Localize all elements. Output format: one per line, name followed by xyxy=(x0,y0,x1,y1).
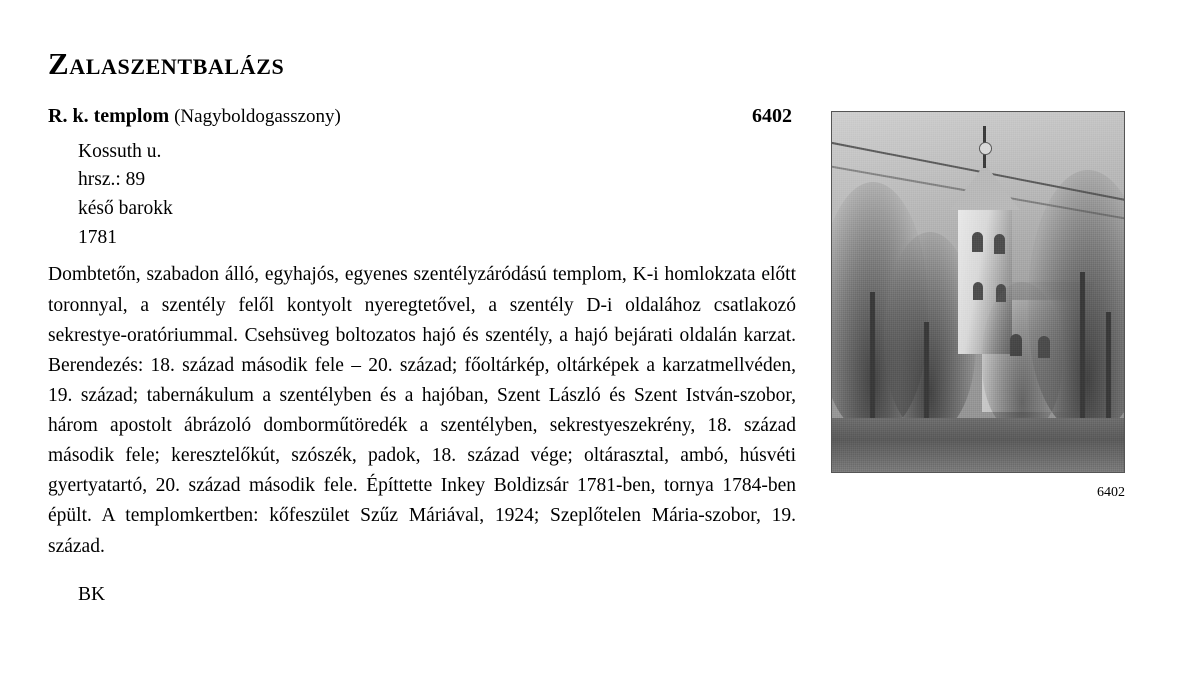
entry-metadata xyxy=(48,138,796,253)
church-photograph xyxy=(831,111,1125,473)
entry-header-left xyxy=(48,104,341,129)
entry-dedication: (Nagyboldogasszony) xyxy=(174,106,341,127)
entry-header xyxy=(48,104,796,129)
page-title: Zalaszentbalázs xyxy=(48,45,285,81)
meta-style: késő barokk xyxy=(78,198,173,220)
meta-year: 1781 xyxy=(78,226,117,248)
figure xyxy=(831,111,1125,501)
photo-grain-overlay xyxy=(832,112,1124,472)
entry-description: Dombtetőn, szabadon álló, egyhajós, egyenes szentélyzáródású templom, K-i homlokzata előtt toronnyal, a szentély felől kontyolt nyeregtetővel, a szentély D-i oldalához csatlakozó sekrestye-oratóriummal. Csehsüveg boltozatos hajó és szentély, a hajó bejárati oldalán karzat. Berendezés: 18. század második fele – 20. század; főoltárkép, oltárképek a karzatmellvéden, 19. század; tabernákulum a szentélyben és a hajóban, Szent László és Szent István-szobor, három apostolt ábrázoló domborműtöredék a szentélyben, sekrestyeszekrény, 18. század második fele; keresztelőkút, szószék, padok, 18. század vége; oltárasztal, ambó, húsvéti gyertyatartó, 20. század második fele. Építtette Inkey Boldizsár 1781-ben, tornya 1784-ben épült. A templomkertben: kőfeszület Szűz Máriával, 1924; Szeplőtelen Mária-szobor, 19. század. xyxy=(48,264,796,557)
entry-code: 6402 xyxy=(752,105,792,127)
figure-caption: 6402 xyxy=(1097,485,1125,500)
entry-signature: BK xyxy=(78,584,106,606)
meta-address: Kossuth u. xyxy=(78,140,162,162)
monument-entry xyxy=(48,104,796,608)
meta-parcel-number: hrsz.: 89 xyxy=(78,169,146,191)
entry-name: R. k. templom xyxy=(48,105,170,127)
